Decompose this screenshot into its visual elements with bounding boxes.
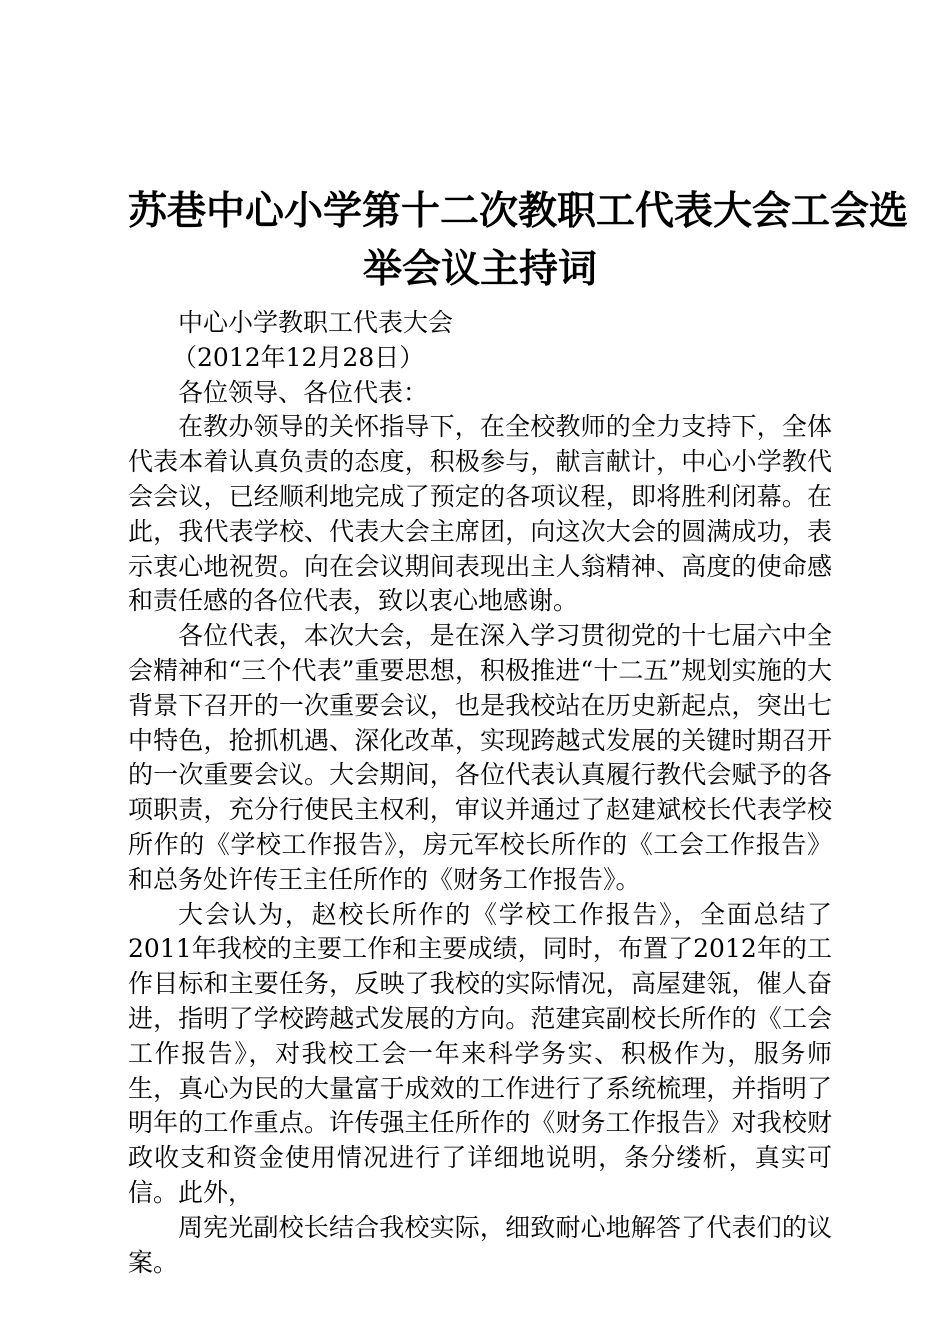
salutation: 各位领导、各位代表：	[178, 377, 429, 407]
paragraph: 在教办领导的关怀指导下，在全校教师的全力支持下，全体代表本着认真负责的态度，积极参与，献言献计，中心小学教代会会议，已经顺利地完成了预定的各项议程，即将胜利闭幕。在此，我代表学校、代表大会主席团，向这次大会的圆满成功，表示衷心地祝贺。向在会议期间表现出主人翁精神、高度的使命感和责任感的各位代表，致以衷心地感谢。	[128, 412, 832, 616]
title-line-2: 举会议主持词	[362, 246, 597, 292]
meeting-name: 中心小学教职工代表大会	[178, 308, 454, 337]
paragraph: 各位代表，本次大会，是在深入学习贯彻党的十七届六中全会精神和“三个代表”重要思想，积极推进“十二五”规划实施的大背景下召开的一次重要会议，也是我校站在历史新起点，突出七中特色，抢抓机遇、深化改革，实现跨越式发展的关键时期召开的一次重要会议。大会期间，各位代表认真履行教代会赋予的各项职责，充分行使民主权利，审议并通过了赵建斌校长代表学校所作的《学校工作报告》，房元军校长所作的《工会工作报告》和总务处许传王主任所作的《财务工作报告》。	[128, 621, 832, 894]
title-line-1: 苏巷中心小学第十二次教职工代表大会工会选	[128, 188, 909, 234]
paragraph: 周宪光副校长结合我校实际，细致耐心地解答了代表们的议案。	[128, 1212, 832, 1277]
meeting-date: （2012年12月28日）	[172, 342, 425, 372]
document-page	[128, 182, 909, 1280]
document-body	[128, 306, 832, 1280]
paragraph: 大会认为，赵校长所作的《学校工作报告》，全面总结了2011年我校的主要工作和主要成绩，同时，布置了2012年的工作目标和主要任务，反映了我校的实际情况，高屋建瓴，催人奋进，指明了学校跨越式发展的方向。范建宾副校长所作的《工会工作报告》，对我校工会一年来科学务实、积极作为，服务师生，真心为民的大量富于成效的工作进行了系统梳理，并指明了明年的工作重点。许传强主任所作的《财务工作报告》对我校财政收支和资金使用情况进行了详细地说明，条分缕析，真实可信。此外，	[128, 899, 832, 1207]
document-title	[128, 182, 909, 298]
